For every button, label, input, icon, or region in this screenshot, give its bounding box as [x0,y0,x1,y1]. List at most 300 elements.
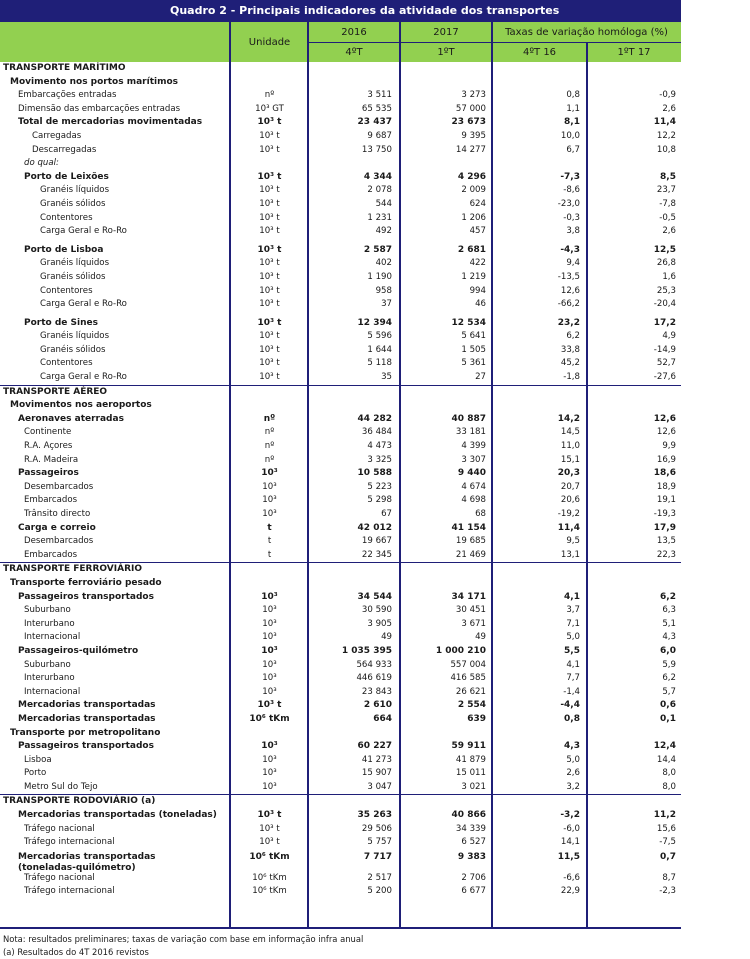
row-label: Granéis sólidos [40,344,106,355]
row-unit: 10³ t [259,130,280,141]
value-2016-4t: 402 [375,258,392,269]
table-row [0,740,681,754]
value-2016-4t: 12 394 [357,317,392,328]
row-unit: 10³ t [257,810,282,821]
table-row [0,184,681,198]
row-label: Granéis sólidos [40,198,106,209]
note-preliminary: Nota: resultados preliminares; taxas de variação com base em informação infra anual [3,934,364,944]
rate-4t16: 5,0 [566,754,580,765]
table-row [0,508,681,522]
rate-4t16: 9,4 [566,258,580,269]
rate-1t17: 12,6 [656,427,676,438]
rate-1t17: -19,3 [653,509,676,519]
row-label: R.A. Açores [24,441,73,452]
rate-4t16: -13,5 [557,271,580,282]
rate-1t17: 4,9 [662,331,676,342]
value-2017-1t: 639 [467,713,486,724]
value-2016-4t: 1 190 [367,271,392,282]
table-row [0,399,681,413]
value-2017-1t: 30 451 [455,605,486,616]
value-2017-1t: 9 440 [457,468,486,479]
value-2016-4t: 3 325 [367,454,392,465]
value-2016-4t: 19 667 [361,536,392,547]
row-unit: 10³ [261,645,278,656]
table-row [0,62,681,76]
rate-4t16: -3,2 [560,810,580,821]
value-2016-4t: 34 544 [357,591,392,602]
rate-1t17: 26,8 [656,258,676,269]
rate-4t16: -0,3 [563,212,580,223]
rate-1t17: 52,7 [656,358,676,369]
value-2016-4t: 1 035 395 [341,645,392,656]
value-2017-1t: 40 866 [451,810,486,821]
row-label: Granéis líquidos [40,185,110,196]
table-row [0,645,681,659]
value-2016-4t: 664 [373,713,392,724]
row-unit: 10³ [262,509,277,519]
table-row [0,76,681,90]
row-unit: nº [264,427,275,438]
value-2016-4t: 22 345 [361,549,392,560]
value-2017-1t: 3 273 [461,90,486,101]
rate-1t17: 5,1 [662,618,676,629]
row-unit: t [267,536,272,547]
table-row [0,298,681,312]
value-2017-1t: 23 673 [451,117,486,128]
value-2017-1t: 27 [475,372,486,383]
table-title: Quadro 2 - Principais indicadores da atividade dos transportes [0,0,681,22]
rate-4t16: 12,6 [560,285,580,296]
value-2016-4t: 2 517 [367,872,392,883]
table-row [0,271,681,285]
rate-4t16: 20,3 [557,468,580,479]
rate-4t16: 3,8 [566,226,580,237]
rate-1t17: 25,3 [656,285,676,296]
value-2016-4t: 4 473 [367,441,392,452]
row-label: TRANSPORTE FERROVIÁRIO [3,564,143,575]
value-2016-4t: 13 750 [361,144,392,155]
table-notes [3,933,363,959]
value-2017-1t: 57 000 [455,103,486,114]
row-label: Metro Sul do Tejo [24,781,98,792]
rate-4t16: 33,8 [560,344,580,355]
value-2017-1t: 624 [469,198,486,209]
table-row [0,672,681,686]
row-unit: 10³ [262,686,277,697]
value-2016-4t: 23 843 [361,686,392,697]
rate-1t17: -2,3 [659,886,676,897]
table-row [0,809,681,823]
row-unit: nº [264,454,275,465]
table-row [0,467,681,481]
table-row [0,794,681,809]
table-row [0,344,681,358]
row-label: Contentores [40,212,93,223]
table-row [0,426,681,440]
table-row [0,754,681,768]
value-2017-1t: 3 307 [461,454,486,465]
row-label: Suburbano [24,659,71,670]
value-2016-4t: 49 [381,632,392,643]
value-2017-1t: 422 [469,258,486,269]
row-label: Movimentos nos aeroportos [10,400,152,411]
rate-1t17: 18,9 [656,481,676,492]
row-label: R.A. Madeira [24,454,79,465]
row-unit: nº [263,413,276,424]
rate-1t17: 0,1 [660,713,676,724]
value-2016-4t: 2 610 [363,700,392,711]
rate-4t16: -19,2 [557,509,580,519]
row-label: Tráfego nacional [24,823,95,834]
value-2017-1t: 14 277 [455,144,486,155]
row-unit: 10³ [262,673,277,684]
value-2016-4t: 1 231 [367,212,392,223]
value-2016-4t: 1 644 [367,344,392,355]
rate-4t16: 5,0 [566,632,580,643]
value-2017-1t: 15 011 [455,768,486,779]
rate-4t16: -8,6 [563,185,580,196]
table-row [0,330,681,344]
row-label: Porto [24,768,47,779]
value-2017-1t: 6 677 [461,886,486,897]
row-label: Continente [24,427,72,438]
value-2017-1t: 994 [469,285,486,296]
row-label: TRANSPORTE AÉREO [3,386,108,397]
rate-4t16: 22,9 [560,886,580,897]
rate-1t17: 22,3 [656,549,676,560]
table-row [0,285,681,299]
row-label: Carga e correio [18,522,96,533]
value-2017-1t: 12 534 [451,317,486,328]
rate-1t17: 14,4 [656,754,676,765]
table-row [0,686,681,700]
rate-4t16: 11,4 [557,522,580,533]
rate-4t16: 6,7 [566,144,580,155]
row-label: Porto de Leixões [24,171,109,182]
row-unit: 10³ [262,618,277,629]
value-2017-1t: 5 641 [461,331,486,342]
row-label: Carregadas [32,130,82,141]
row-label: Carga Geral e Ro-Ro [40,226,127,237]
rate-4t16: -6,0 [563,823,580,834]
rate-4t16: -1,8 [563,372,580,383]
rate-4t16: -1,4 [563,686,580,697]
table-row [0,631,681,645]
value-2016-4t: 30 590 [361,605,392,616]
table-row [0,549,681,563]
rate-1t17: 12,4 [653,741,676,752]
value-2017-1t: 33 181 [455,427,486,438]
row-unit: 10³ t [259,344,280,355]
table-row [0,130,681,144]
value-2017-1t: 2 554 [457,700,486,711]
row-label: Tráfego internacional [24,837,115,848]
row-unit: t [267,522,272,533]
table-row [0,225,681,239]
table-row [0,212,681,226]
table-row [0,522,681,536]
rate-4t16: 13,1 [560,549,580,560]
header-year-2017: 2017 [433,27,459,38]
rate-1t17: 0,6 [660,700,676,711]
value-2017-1t: 3 671 [461,618,486,629]
rate-1t17: 10,8 [656,144,676,155]
row-label: TRANSPORTE MARÍTIMO [3,63,126,73]
rate-1t17: 11,4 [653,117,676,128]
rate-1t17: 8,5 [660,171,676,182]
rate-4t16: 10,0 [560,130,580,141]
value-2016-4t: 5 596 [367,331,392,342]
table-row [0,494,681,508]
row-label: Descarregadas [32,144,97,155]
table-row [0,872,681,886]
rate-1t17: -14,9 [653,344,676,355]
row-label: Mercadorias transportadas [18,713,156,724]
rate-1t17: 17,9 [653,522,676,533]
value-2017-1t: 1 206 [461,212,486,223]
header-unit: Unidade [248,36,291,48]
row-label: TRANSPORTE RODOVIÁRIO (a) [3,796,156,807]
rate-4t16: 11,0 [560,441,580,452]
row-unit: 10³ t [259,299,280,310]
row-label: Dimensão das embarcações entradas [18,103,181,114]
row-unit: 10³ t [259,198,280,209]
row-label: Passageiros transportados [18,591,154,602]
row-unit: 10³ t [257,317,282,328]
row-label: Granéis sólidos [40,271,106,282]
rate-1t17: -7,5 [659,837,676,848]
rate-1t17: 6,0 [660,645,676,656]
value-2016-4t: 35 [381,372,392,383]
rate-1t17: 5,9 [662,659,676,670]
rate-4t16: 14,1 [560,837,580,848]
rate-4t16: 0,8 [566,90,580,101]
rate-1t17: 5,7 [662,686,676,697]
row-label: Trânsito directo [24,509,91,519]
table-row [0,836,681,850]
rate-1t17: -7,8 [659,198,676,209]
row-unit: 10³ [261,468,278,479]
row-label: Transporte por metropolitano [10,727,161,738]
table-row [0,618,681,632]
table-row [0,481,681,495]
row-unit: 10³ [261,591,278,602]
header-rate-1t17: 1ºT 17 [617,47,651,58]
row-label: Transporte ferroviário pesado [10,577,162,588]
row-label: do qual: [24,158,59,169]
value-2016-4t: 29 506 [361,823,392,834]
value-2016-4t: 5 200 [367,886,392,897]
value-2016-4t: 5 118 [367,358,392,369]
row-label: Passageiros transportados [18,741,154,752]
table-row [0,591,681,605]
row-unit: 10³ t [259,372,280,383]
row-label: Embarcados [24,549,78,560]
header-rates: Taxas de variação homóloga (%) [505,27,668,38]
value-2017-1t: 59 911 [451,741,486,752]
row-label: Movimento nos portos marítimos [10,76,178,87]
value-2016-4t: 3 047 [367,781,392,792]
header-q-2017: 1ºT [437,47,455,58]
row-unit: 10³ t [257,171,282,182]
value-2016-4t: 7 717 [363,851,392,862]
value-2016-4t: 10 588 [357,468,392,479]
table-row [0,885,681,899]
value-2016-4t: 67 [381,509,392,519]
value-2017-1t: 41 154 [451,522,486,533]
rate-1t17: 16,9 [656,454,676,465]
table-row [0,823,681,837]
rate-1t17: -0,9 [659,90,676,101]
rate-1t17: 11,2 [653,810,676,821]
value-2017-1t: 9 383 [457,851,486,862]
rate-1t17: -27,6 [653,372,676,383]
rate-4t16: 20,6 [560,495,580,506]
row-label: Embarcados [24,495,78,506]
value-2017-1t: 6 527 [461,837,486,848]
rate-1t17: 2,6 [662,103,676,114]
rate-4t16: 8,1 [564,117,580,128]
row-unit: nº [264,90,275,101]
row-unit: 10³ t [257,244,282,255]
table-row [0,781,681,795]
value-2017-1t: 41 879 [455,754,486,765]
row-unit: 10⁶ tKm [252,872,287,883]
rate-1t17: 23,7 [656,185,676,196]
row-label: Tráfego nacional [24,872,95,883]
row-label: Internacional [24,686,81,697]
value-2016-4t: 15 907 [361,768,392,779]
table-row [0,116,681,130]
rate-4t16: 11,5 [557,851,580,862]
rate-1t17: 2,6 [662,226,676,237]
rate-4t16: -7,3 [560,171,580,182]
rate-1t17: 9,9 [662,441,676,452]
rate-1t17: 18,6 [653,468,676,479]
table-row [0,171,681,185]
rate-4t16: 20,7 [560,481,580,492]
value-2016-4t: 60 227 [357,741,392,752]
row-unit: 10³ [262,768,277,779]
row-unit: 10³ [262,481,277,492]
row-unit: 10³ [261,741,278,752]
rate-1t17: 8,0 [662,768,676,779]
row-unit: 10⁶ tKm [249,713,290,724]
rate-4t16: -66,2 [557,299,580,310]
row-label: Embarcações entradas [18,90,117,101]
row-unit: 10³ t [259,837,280,848]
row-label: Internacional [24,632,81,643]
value-2017-1t: 26 621 [455,686,486,697]
value-2016-4t: 42 012 [357,522,392,533]
value-2017-1t: 4 296 [457,171,486,182]
rate-1t17: 12,2 [656,130,676,141]
value-2017-1t: 34 171 [451,591,486,602]
table-header [0,22,681,62]
value-2017-1t: 49 [475,632,486,643]
value-2016-4t: 3 511 [367,90,392,101]
rate-4t16: 4,1 [564,591,580,602]
row-label: Suburbano [24,605,71,616]
rate-4t16: 6,2 [566,331,580,342]
row-label: Granéis líquidos [40,331,110,342]
row-label: Carga Geral e Ro-Ro [40,372,127,383]
value-2017-1t: 457 [469,226,486,237]
value-2016-4t: 37 [381,299,392,310]
table-row [0,454,681,468]
row-label: Mercadorias transportadas [18,700,156,711]
value-2016-4t: 446 619 [356,673,392,684]
row-unit: 10³ t [259,271,280,282]
row-unit: 10⁶ tKm [252,886,287,897]
table-body [0,62,681,899]
row-unit: 10³ t [259,258,280,269]
value-2017-1t: 4 674 [461,481,486,492]
value-2017-1t: 5 361 [461,358,486,369]
value-2017-1t: 68 [475,509,486,519]
table-row [0,413,681,427]
row-unit: 10³ t [259,823,280,834]
rate-1t17: 0,7 [660,851,676,862]
row-unit: 10³ GT [255,103,284,114]
row-label: Porto de Lisboa [24,244,104,255]
rate-4t16: 7,7 [566,673,580,684]
header-rate-4t16: 4ºT 16 [522,47,557,58]
rate-1t17: 8,7 [662,872,676,883]
value-2016-4t: 23 437 [357,117,392,128]
value-2017-1t: 40 887 [451,413,486,424]
value-2017-1t: 3 021 [461,781,486,792]
row-label: Carga Geral e Ro-Ro [40,299,127,310]
row-label: Contentores [40,358,93,369]
rate-4t16: -4,4 [560,700,580,711]
row-unit: 10³ [262,659,277,670]
rate-1t17: 15,6 [656,823,676,834]
row-label: Contentores [40,285,93,296]
row-label: Interurbano [24,673,75,684]
row-unit: 10³ t [259,212,280,223]
value-2016-4t: 41 273 [361,754,392,765]
rate-1t17: 6,2 [660,591,676,602]
rate-4t16: 7,1 [566,618,580,629]
table-row [0,357,681,371]
rate-4t16: 3,7 [566,605,580,616]
row-unit: 10³ [262,632,277,643]
value-2017-1t: 34 339 [455,823,486,834]
row-label: Passageiros-quilómetro [18,645,139,656]
rate-1t17: 1,6 [662,271,676,282]
row-label: Desembarcados [24,481,94,492]
row-unit: 10³ [262,605,277,616]
rate-4t16: 23,2 [557,317,580,328]
rate-1t17: 12,5 [653,244,676,255]
value-2017-1t: 1 000 210 [435,645,486,656]
value-2016-4t: 35 263 [357,810,392,821]
rate-1t17: 8,0 [662,781,676,792]
value-2017-1t: 2 681 [457,244,486,255]
row-unit: 10³ [262,495,277,506]
row-label: Total de mercadorias movimentadas [18,117,203,128]
row-unit: nº [264,441,275,452]
value-2017-1t: 1 505 [461,344,486,355]
value-2017-1t: 416 585 [450,673,486,684]
rate-4t16: 4,3 [564,741,580,752]
value-2017-1t: 4 399 [461,441,486,452]
table-row [0,850,681,872]
row-label: Tráfego internacional [24,886,115,897]
table-row [0,317,681,331]
rate-1t17: -0,5 [659,212,676,223]
